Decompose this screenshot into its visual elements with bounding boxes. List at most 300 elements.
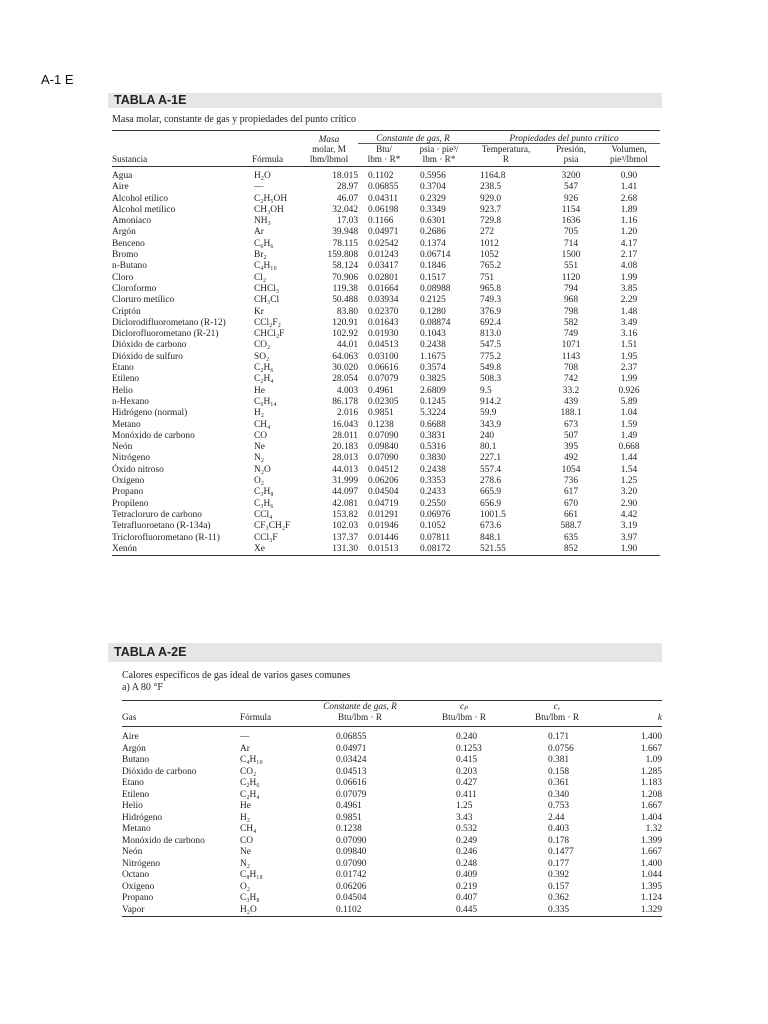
t2-cell-form: He [240,801,251,811]
t1-cell-psia: 2.6809 [420,385,446,396]
t1-cell-psia: 0.3349 [420,204,446,215]
t1-cell-btu: 0.06206 [368,476,399,487]
t1-cell-pres: 1054 [561,464,581,475]
t1-cell-vol: 1.95 [620,351,638,362]
t1-cell-btu: 0.01930 [368,329,399,340]
t1-cell-temp: 59.9 [480,408,497,419]
t2-cell-k: 1.400 [640,732,662,742]
t1-cell-btu: 0.01643 [368,317,399,328]
t1-cell-num: 2.016 [336,408,358,419]
t2-h-r-l2: Btu/lbm · R [338,712,382,722]
t2-row [122,813,662,825]
t2-cell-cp: 0.427 [456,778,478,788]
t1-row [112,453,660,464]
t1-cell-num: 44.01 [336,340,358,351]
t1-cell-form: C₂H₆ [254,363,274,374]
t1-cell-vol: 3.97 [620,532,638,543]
t2-row [122,893,662,905]
t1-cell-sust: Bromo [112,250,139,261]
t1-cell-vol: 2.29 [620,295,638,306]
t2-cell-form: CO₂ [240,766,257,777]
t1-h-pres [544,144,598,167]
t1-cell-temp: 923.7 [480,204,502,215]
t2-cell-cv: 0.753 [548,801,570,811]
t1-row [112,521,660,532]
t2-cell-r: 0.09840 [336,847,367,857]
t2-cell-gas: Metano [122,824,151,834]
t1-cell-psia: 0.07811 [420,532,451,543]
t2-cell-gas: Vapor [122,904,145,915]
t2-row [122,778,662,790]
t1-h-substance: Sustancia [112,144,252,167]
t1-h-btu [358,144,410,167]
t2-row [122,882,662,894]
t1-cell-pres: 582 [563,317,579,328]
t1-cell-psia: 0.3574 [420,363,446,374]
t1-row [112,318,660,329]
t1-cell-vol: 1.49 [620,430,638,441]
t1-cell-temp: 240 [480,430,495,441]
t1-cell-vol: 4.42 [620,509,638,520]
t1-h-molar-l3: lbm/lbmol [309,154,349,164]
t1-cell-vol: 2.37 [620,363,638,374]
t1-cell-num: 86.178 [332,396,358,407]
t1-cell-pres: 852 [563,543,579,554]
t1-cell-sust: Neón [112,442,133,453]
t1-cell-psia: 0.5316 [420,442,446,453]
t1-cell-temp: 376.9 [480,306,502,317]
t1-cell-pres: 673 [563,419,579,430]
t1-row [112,167,660,183]
t1-row [112,284,660,295]
t2-cell-r: 0.4961 [336,801,362,811]
t1-cell-num: 39.948 [332,227,358,238]
t2-cell-form: C₈H₁₈ [240,870,263,880]
t1-cell-sust: Tetracloruro de carbono [112,509,202,520]
t1-h-temp-l1: Temperatura, [481,144,531,154]
t2-cell-form: C₃H₈ [240,893,260,903]
t2-cell-cp: 1.25 [456,801,473,811]
t1-cell-psia: 0.3830 [420,453,446,464]
t2-cell-cp: 0.415 [456,755,478,765]
t1-cell-psia: 0.1846 [420,261,446,272]
t1-cell-vol: 2.68 [620,193,638,204]
t2-cell-cp: 0.532 [456,824,478,834]
t1-cell-temp: 751 [480,272,495,283]
t1-row [112,408,660,419]
t2-h-cv [508,701,606,727]
t1-cell-num: 70.906 [332,272,358,283]
t2-cell-cp: 3.43 [456,812,473,823]
t1-cell-sust: Dióxido de sulfuro [112,351,183,362]
t1-cell-btu: 0.03934 [368,295,399,306]
t2-cell-form: H₂ [240,812,251,823]
t2-h-cp-l2: Btu/lbm · R [442,712,486,722]
t1-cell-temp: 272 [480,227,495,238]
t1-h-btu-l1: Btu/ [376,144,392,154]
t1-cell-sust: Cloruro metílico [112,295,175,306]
t2-cell-r: 0.07079 [336,789,367,800]
t1-cell-sust: Helio [112,385,133,396]
t1-cell-sust: Aire [112,182,129,193]
t2-h-k: k [606,701,662,727]
t1-cell-psia: 0.5956 [420,171,446,181]
t1-cell-vol: 2.90 [620,498,638,509]
t2-h-cp [420,701,508,727]
t1-cell-pres: 798 [563,306,579,317]
t1-cell-psia: 0.1052 [420,521,446,532]
t1-row [112,340,660,351]
t1-cell-pres: 3200 [561,171,581,181]
t1-cell-pres: 708 [563,363,579,374]
t1-cell-btu: 0.07090 [368,453,399,464]
t1-cell-sust: n-Butano [112,261,147,272]
t1-cell-btu: 0.02801 [368,272,399,283]
t2-cell-gas: Etileno [122,789,150,800]
t1-cell-num: 28.013 [332,453,358,464]
t1-cell-pres: 1500 [561,250,581,261]
t1-cell-form: Ne [254,442,265,453]
t1-cell-btu: 0.9851 [368,408,394,419]
t1-cell-pres: 617 [563,487,579,498]
t2-cell-cv: 0.335 [548,904,570,915]
t1-cell-vol: 1.90 [620,543,638,554]
t1-cell-psia: 0.3825 [420,374,446,385]
t2-cell-form: CO [240,835,254,846]
t1-cell-temp: 673.6 [480,521,502,532]
table1-body [112,167,660,556]
t1-cell-temp: 965.8 [480,283,502,294]
t1-cell-form: CHCl₂F [254,329,285,340]
t1-cell-psia: 0.2686 [420,227,446,238]
t1-h-pres-l2: psia [563,154,579,164]
t1-row [112,499,660,510]
t1-cell-form: — [254,182,264,193]
t2-row [122,790,662,802]
t1-cell-vol: 1.41 [620,182,638,193]
t1-cell-vol: 1.48 [620,306,638,317]
t1-cell-num: 78.115 [332,238,358,249]
table1-title: TABLA A-1E [114,93,187,107]
t2-h-cp-l1: cₚ [459,701,468,711]
t1-cell-vol: 1.20 [620,227,638,238]
t1-cell-num: 46.07 [336,193,358,204]
t1-h-psia-l2: lbm · R* [422,154,456,164]
t1-h-psia [410,144,468,167]
t1-cell-temp: 775.2 [480,351,502,362]
t2-cell-gas: Dióxido de carbono [122,766,197,777]
t1-cell-form: C₆H₁₄ [254,396,277,407]
t1-row [112,261,660,272]
t1-cell-sust: Cloroformo [112,283,157,294]
t1-cell-form: CCl₃F [254,532,278,543]
t1-cell-num: 32.042 [332,204,358,215]
t1-cell-sust: Nitrógeno [112,453,151,464]
t1-cell-form: C₃H₈ [254,487,274,498]
t2-cell-gas: Nitrógeno [122,858,161,869]
t1-cell-pres: 395 [563,442,579,453]
t1-cell-sust: Criptón [112,306,141,317]
t1-cell-num: 4.003 [336,385,358,396]
t1-h-molar-l1: Masa [318,133,340,144]
t1-row [112,374,660,385]
t1-row [112,295,660,306]
t2-row [122,755,662,767]
t1-h-molar-l2: molar, M [312,144,346,154]
t1-row [112,273,660,284]
t2-h-r-l1: Constante de gas, R [323,701,397,711]
t1-cell-vol: 1.99 [620,272,638,283]
t2-cell-cp: 0.407 [456,893,478,903]
t1-cell-vol: 3.16 [620,329,638,340]
t1-row [112,487,660,498]
t1-cell-sust: Monóxido de carbono [112,430,195,441]
t1-cell-psia: 0.08172 [420,543,451,554]
t1-cell-temp: 813.0 [480,329,502,340]
t1-cell-num: 28.011 [332,430,358,441]
t1-cell-psia: 0.08988 [420,283,451,294]
t1-cell-psia: 0.1517 [420,272,446,283]
t1-row [112,533,660,544]
t1-cell-psia: 0.2550 [420,498,446,509]
t1-cell-sust: Agua [112,171,133,181]
t1-cell-btu: 0.04504 [368,487,399,498]
t1-cell-sust: Amoniaco [112,216,152,227]
t2-cell-gas: Argón [122,743,146,754]
t1-cell-temp: 665.9 [480,487,502,498]
t1-cell-form: N₂ [254,453,265,464]
t1-cell-form: C₂H₄ [254,374,274,385]
t1-cell-btu: 0.04512 [368,464,399,475]
t1-cell-pres: 492 [563,453,579,464]
t1-cell-btu: 0.04513 [368,340,399,351]
t1-cell-num: 42.081 [332,498,358,509]
t2-h-cv-l1: cᵥ [553,701,561,711]
t2-cell-form: Ne [240,847,251,857]
t1-cell-num: 20.183 [332,442,358,453]
t1-cell-temp: 729.8 [480,216,502,227]
t1-cell-sust: Metano [112,419,141,430]
t1-cell-btu: 0.01946 [368,521,399,532]
t1-cell-vol: 1.04 [620,408,638,419]
t1-cell-pres: 1120 [561,272,581,283]
t2-cell-r: 0.01742 [336,870,367,880]
t1-cell-sust: Propileno [112,498,149,509]
t2-cell-cv: 0.178 [548,835,570,846]
t2-cell-gas: Hidrógeno [122,812,163,823]
t1-cell-btu: 0.06855 [368,182,399,193]
table2-description: Calores específicos de gas ideal de varios gases comunes [122,670,351,681]
t1-cell-form: CCl₄ [254,509,273,520]
t2-cell-form: C₄H₁₀ [240,755,263,765]
t1-cell-form: Cl₂ [254,272,267,283]
t2-cell-form: — [240,732,250,742]
t1-cell-vol: 1.25 [620,476,638,487]
t2-cell-cp: 0.219 [456,881,478,892]
t2-cell-cv: 0.361 [548,778,570,788]
t2-cell-gas: Helio [122,801,143,811]
t1-cell-sust: Dióxido de carbono [112,340,187,351]
t2-cell-k: 1.399 [640,835,662,846]
t1-group-gas-constant: Constante de gas, R [358,131,468,144]
t1-cell-sust: Argón [112,227,136,238]
table2 [122,700,662,917]
t1-cell-temp: 848.1 [480,532,502,543]
t1-cell-btu: 0.06616 [368,363,399,374]
t1-cell-form: Ar [254,227,264,238]
t1-cell-num: 153.82 [332,509,358,520]
t1-cell-psia: 0.1043 [420,329,446,340]
t1-cell-psia: 0.6301 [420,216,446,227]
t1-cell-vol: 1.89 [620,204,638,215]
t1-cell-psia: 0.2438 [420,340,446,351]
t2-row [122,836,662,848]
t1-cell-form: CO₂ [254,340,271,351]
t1-cell-btu: 0.04971 [368,227,399,238]
t1-cell-temp: 557.4 [480,464,502,475]
t1-cell-form: C₃H₆ [254,498,274,509]
table1-title-banner [108,93,662,108]
t2-row [122,905,662,917]
t1-cell-form: He [254,385,265,396]
page-label: A-1 E [41,72,74,87]
t2-cell-form: C₂H₄ [240,789,260,800]
t1-cell-vol: 4.17 [620,238,638,249]
t1-cell-num: 102.92 [332,329,358,340]
t1-row [112,476,660,487]
t2-cell-cv: 0.177 [548,858,570,869]
t2-cell-r: 0.04504 [336,893,367,903]
t1-cell-sust: Benceno [112,238,145,249]
t1-cell-temp: 929.0 [480,193,502,204]
t2-row [122,801,662,813]
table1 [112,130,660,556]
t1-row [112,465,660,476]
t1-cell-temp: 765.2 [480,261,502,272]
t1-row [112,386,660,397]
t1-h-btu-l2: lbm · R* [367,154,401,164]
t1-row [112,397,660,408]
t1-cell-sust: Xenón [112,543,137,554]
t1-cell-temp: 749.3 [480,295,502,306]
t1-cell-form: O₂ [254,476,265,487]
t1-row [112,239,660,250]
t1-cell-psia: 0.2125 [420,295,446,306]
t1-cell-temp: 278.6 [480,476,502,487]
t2-cell-r: 0.06616 [336,778,367,788]
t1-cell-pres: 1636 [561,216,581,227]
t1-cell-sust: Oxígeno [112,476,145,487]
t1-cell-pres: 439 [563,396,579,407]
t1-cell-btu: 0.07090 [368,430,399,441]
t1-cell-vol: 0.926 [618,385,640,396]
t2-cell-cv: 0.340 [548,789,570,800]
t1-cell-sust: Triclorofluorometano (R-11) [112,532,220,543]
t1-cell-vol: 5.89 [620,396,638,407]
t1-cell-vol: 1.16 [620,216,638,227]
t1-cell-vol: 1.59 [620,419,638,430]
t1-row [112,205,660,216]
t1-cell-temp: 547.5 [480,340,502,351]
t1-cell-btu: 0.02370 [368,306,399,317]
t1-cell-psia: 0.1374 [420,238,446,249]
t2-cell-k: 1.395 [640,881,662,892]
t1-row [112,307,660,318]
t1-cell-btu: 0.01513 [368,543,399,554]
t1-cell-pres: 670 [563,498,579,509]
t1-cell-num: 159.808 [327,250,358,261]
t1-cell-psia: 0.2329 [420,193,446,204]
t1-cell-btu: 0.02305 [368,396,399,407]
t1-row [112,544,660,556]
t1-cell-btu: 0.01446 [368,532,399,543]
t1-cell-btu: 0.07079 [368,374,399,385]
t1-cell-psia: 0.3831 [420,430,446,441]
t1-cell-psia: 0.1245 [420,396,446,407]
t2-h-r [300,701,420,727]
t1-cell-pres: 968 [563,295,579,306]
t1-group-critical: Propiedades del punto crítico [468,131,660,144]
t2-cell-k: 1.404 [640,812,662,823]
t1-row [112,194,660,205]
t2-cell-r: 0.06206 [336,881,367,892]
t1-cell-temp: 692.4 [480,317,502,328]
t1-cell-btu: 0.03100 [368,351,399,362]
t2-row [122,727,662,744]
t1-cell-form: CH₃Cl [254,295,280,306]
t2-cell-cv: 2.44 [548,812,565,823]
t1-cell-num: 30.020 [332,363,358,374]
t1-cell-vol: 3.20 [620,487,638,498]
t1-cell-temp: 9.5 [480,385,492,396]
t1-cell-temp: 508.3 [480,374,502,385]
t1-cell-pres: 635 [563,532,579,543]
t1-cell-sust: Etano [112,363,134,374]
t1-cell-num: 31.999 [332,476,358,487]
t1-cell-vol: 1.99 [620,374,638,385]
t2-cell-cv: 0.403 [548,824,570,834]
t1-cell-pres: 1071 [561,340,581,351]
t2-cell-gas: Propano [122,893,154,903]
t1-cell-pres: 507 [563,430,579,441]
t1-h-vol [598,144,660,167]
t1-cell-psia: 0.3353 [420,476,446,487]
t2-cell-r: 0.07090 [336,835,367,846]
t1-cell-btu: 0.1166 [368,216,394,227]
t2-cell-gas: Aire [122,732,139,742]
t1-row [112,250,660,261]
t1-cell-num: 119.38 [332,283,358,294]
t1-cell-psia: 0.1280 [420,306,446,317]
t2-cell-cv: 0.362 [548,893,570,903]
t2-cell-cp: 0.248 [456,858,478,869]
t1-cell-temp: 80.1 [480,442,497,453]
t2-cell-k: 1.09 [645,755,662,765]
t1-cell-sust: Diclorofluorometano (R-21) [112,329,219,340]
t2-cell-k: 1.667 [640,847,662,857]
t2-cell-r: 0.06855 [336,732,367,742]
t2-cell-form: N₂ [240,858,251,869]
t2-cell-cp: 0.203 [456,766,478,777]
t1-h-formula: Fórmula [252,144,300,167]
t2-cell-gas: Oxígeno [122,881,155,892]
t1-cell-btu: 0.03417 [368,261,399,272]
t2-cell-k: 1.667 [640,743,662,754]
t1-cell-num: 83.80 [336,306,358,317]
t1-cell-temp: 1052 [480,250,499,261]
t1-cell-num: 137.37 [332,532,358,543]
t1-cell-psia: 0.06714 [420,250,451,261]
